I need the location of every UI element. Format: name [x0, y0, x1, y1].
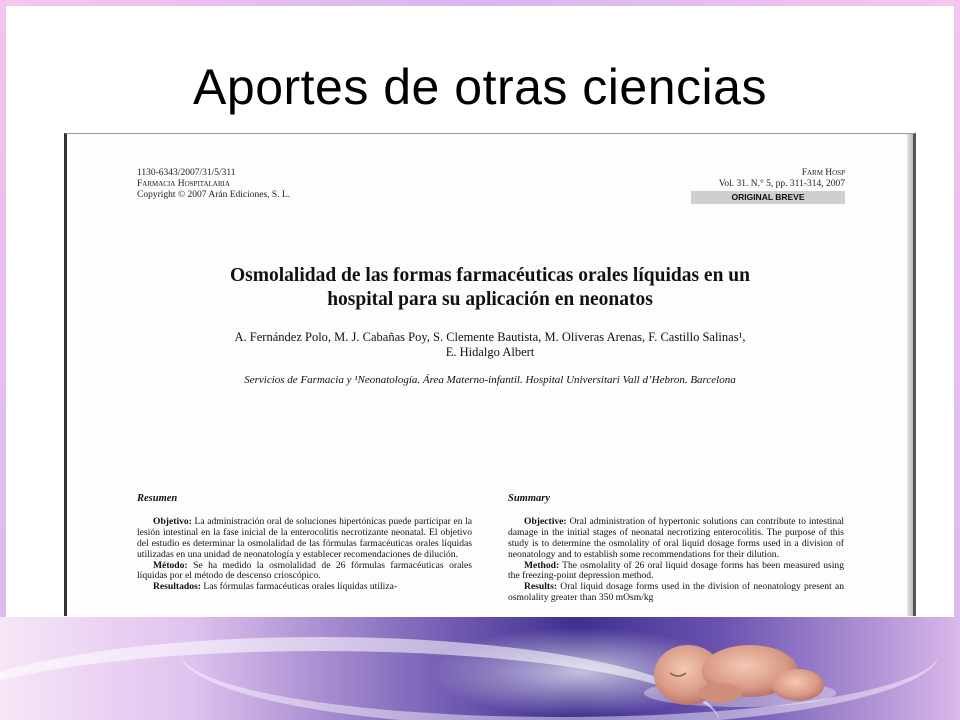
decorative-bottom-band — [0, 617, 960, 720]
objetivo-text: La administración oral de soluciones hipertónicas puede participar en la lesión intestinal en la fase inicial de la enterocolitis necrotizante neonatal. El objetivo del estudio es determinar la osmolalidad de las fórmulas farmacéuticas orales líquidas utilizadas en una unidad de neonatología y establecer recomendaciones de dilución. — [137, 515, 473, 560]
results-text: Oral liquid dosage forms used in the division of neonatology present an osmolality greater than 350 mOsm/kg — [508, 581, 844, 604]
journal-volume: Vol. 31. N.° 5, pp. 311-314, 2007 — [718, 179, 845, 189]
objetivo-label: Objetivo: — [153, 515, 192, 527]
article-title-line1: Osmolalidad de las formas farmacéuticas orales líquidas en un — [229, 265, 751, 286]
journal-issn: 1130-6343/2007/31/5/311 — [137, 168, 236, 178]
journal-name: Farmacia Hospitalaria — [137, 179, 230, 189]
article-screenshot — [64, 133, 916, 616]
top-border-decoration — [0, 0, 960, 6]
metodo-text: Se ha medido la osmolalidad de 26 fórmulas farmacéuticas orales líquidas por el método de descenso crioscópico. — [137, 559, 472, 582]
article-type-badge: ORIGINAL BREVE — [691, 191, 845, 204]
results-label: Results: — [524, 581, 558, 593]
resumen-resultados — [137, 582, 472, 593]
resultados-label: Resultados: — [153, 581, 201, 593]
slide-title: Aportes de otras ciencias — [193, 59, 767, 115]
article-title — [67, 264, 913, 312]
summary-results — [508, 582, 844, 604]
newborn-baby-image — [630, 627, 840, 713]
summary-heading: Summary — [508, 493, 551, 504]
method-label: Method: — [524, 559, 560, 571]
resumen-objetivo — [137, 517, 472, 561]
objective-text: Oral administration of hypertonic solutions can contribute to intestinal damage in the initial stages of neonatal necrotizing enterocolitis. The purpose of this study is to determine the osmolality of oral liquid dosage forms used in a division of neonatology and to establish some recommendations for their dilution. — [508, 515, 844, 560]
resultados-text: Las fórmulas farmacéuticas orales líquidas utiliza- — [203, 581, 398, 593]
journal-abbrev: Farm Hosp — [801, 168, 845, 178]
journal-header-right — [719, 168, 845, 190]
article-authors — [67, 330, 913, 360]
resumen-column — [137, 494, 472, 593]
summary-column — [508, 494, 844, 604]
article-affiliation: Servicios de Farmacia y ¹Neonatología. Área Materno-infantil. Hospital Universitari Vall d’Hebron. Barcelona — [244, 374, 736, 386]
resumen-heading: Resumen — [137, 493, 178, 504]
metodo-label: Método: — [153, 559, 188, 571]
summary-objective — [508, 517, 844, 561]
journal-header-left — [137, 168, 290, 201]
summary-method — [508, 561, 844, 583]
authors-line1: A. Fernández Polo, M. J. Cabañas Poy, S. Clemente Bautista, M. Oliveras Arenas, F. Castillo Salinas¹, — [234, 330, 746, 344]
article-title-line2: hospital para su aplicación en neonatos — [327, 289, 653, 310]
method-text: The osmolality of 26 oral liquid dosage forms has been measured using the freezing-point depression method. — [508, 559, 844, 582]
authors-line2: E. Hidalgo Albert — [445, 345, 535, 359]
objective-label: Objective: — [524, 515, 567, 527]
resumen-metodo — [137, 561, 472, 583]
journal-copyright: Copyright © 2007 Arán Ediciones, S. L. — [137, 190, 291, 200]
